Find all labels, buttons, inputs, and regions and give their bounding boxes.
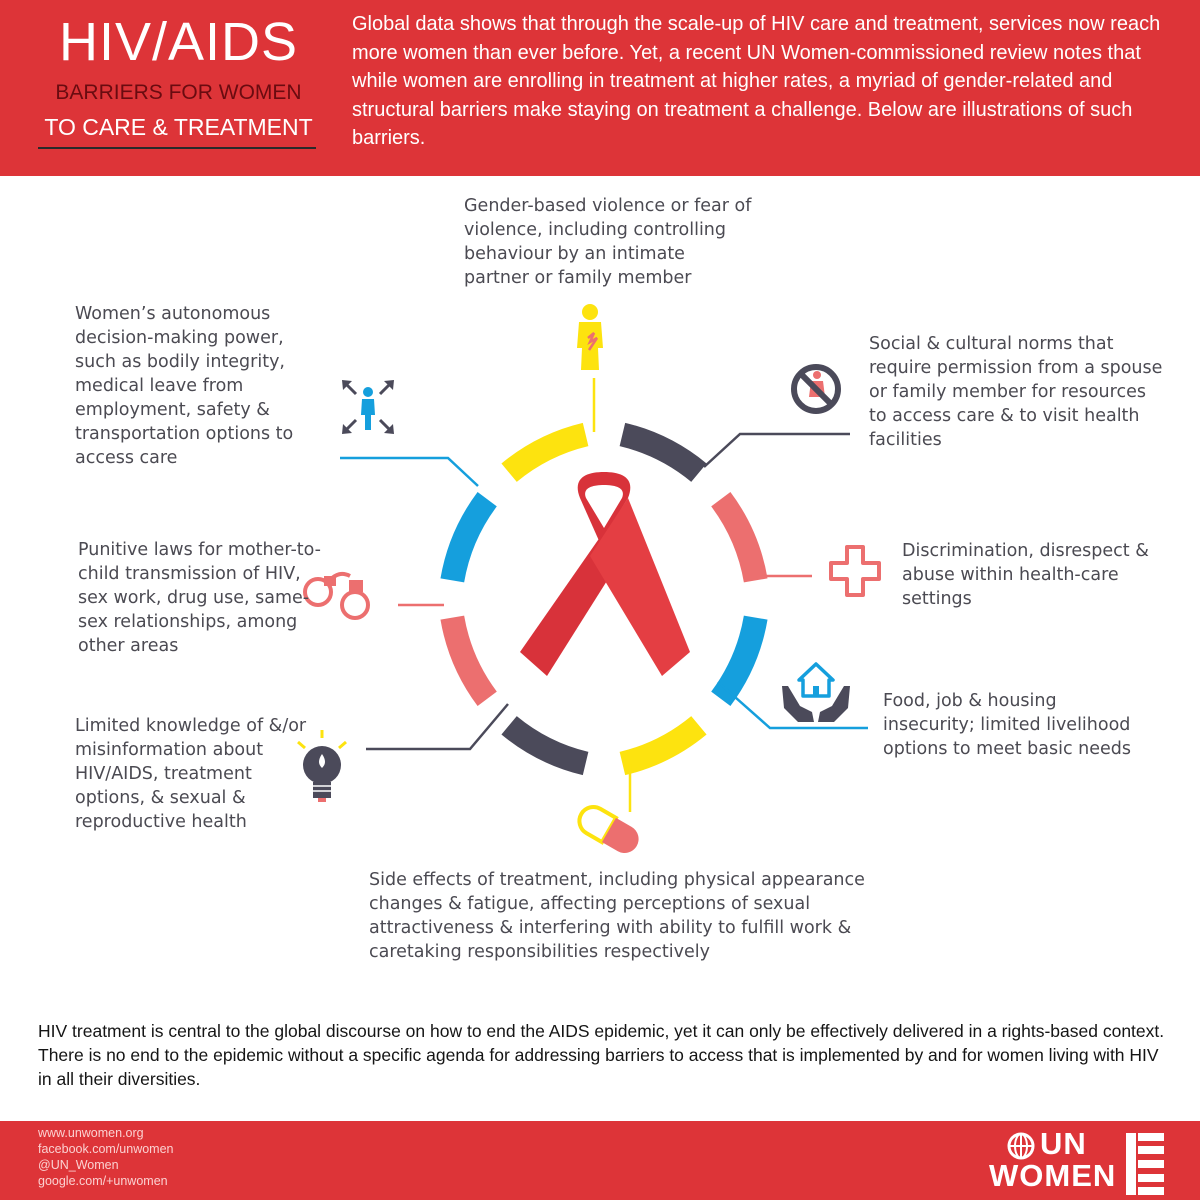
- page-subtitle-2: TO CARE & TREATMENT: [44, 114, 313, 140]
- barrier-autonomy-text: Women’s autonomous decision-making power, such as bodily integrity, medical leave from employment, safety & transportation options to access care: [75, 304, 294, 468]
- intro-text: Global data shows that through the scale-up of HIV care and treatment, services now reach more women than ever before. Yet, a recent UN Women-commissioned review notes that while women are enrolling in treatment at higher rates, a myriad of gender-related and structural barriers make staying on treatment a challenge. Below are illustrations of such barriers.: [352, 13, 1161, 149]
- ring-segment-blue-left: [452, 499, 487, 580]
- barrier-knowledge-text: Limited knowledge of &/or misinformation about HIV/AIDS, treatment options, & sexual & reproductive health: [75, 716, 307, 832]
- footer-link-google[interactable]: google.com/+unwomen: [38, 1174, 168, 1188]
- ring-segment-dark-bottom: [509, 725, 585, 763]
- barrier-discrimination-text: Discrimination, disrespect & abuse within health-care settings: [902, 541, 1149, 609]
- ring-segment-pink-right: [721, 499, 756, 580]
- ring-segment-yellow-top: [509, 435, 585, 473]
- barrier-insecurity-text: Food, job & housing insecurity; limited livelihood options to meet basic needs: [883, 691, 1131, 759]
- closing-text: HIV treatment is central to the global discourse on how to end the AIDS epidemic, yet it can only be effectively delivered in a rights-based context. There is no end to the epidemic without a specific agenda for addressing barriers to access that is implemented by and for women living with HIV in all their diversities.: [38, 1021, 1165, 1089]
- page-title: HIV/AIDS: [58, 12, 299, 72]
- logo-un-text: UN: [1040, 1126, 1087, 1161]
- aids-ribbon-icon: [520, 472, 690, 676]
- woman-bruised-icon: [577, 304, 603, 370]
- ring-segment-yellow-bottom: [622, 725, 699, 763]
- footer-link-facebook[interactable]: facebook.com/unwomen: [38, 1142, 174, 1156]
- page-subtitle-1: BARRIERS FOR WOMEN: [55, 81, 302, 104]
- house-in-hands-icon: [782, 664, 850, 722]
- prohibited-woman-icon: [794, 367, 838, 411]
- connector-norms: [704, 434, 850, 467]
- ring-segment-dark-top: [622, 435, 699, 473]
- person-arrows-icon: [342, 380, 394, 434]
- connector-autonomy: [340, 458, 478, 486]
- ring-segment-pink-left: [452, 618, 487, 699]
- barrier-laws-text: Punitive laws for mother-to-child transmission of HIV, sex work, drug use, same-sex relationships, among other areas: [78, 540, 321, 656]
- connector-lines: [340, 378, 868, 812]
- barrier-violence-text: Gender-based violence or fear of violence, including controlling behaviour by an intimate partner or family member: [464, 196, 752, 288]
- pill-capsule-icon: [574, 802, 643, 858]
- barrier-norms-text: Social & cultural norms that require permission from a spouse or family member for resources to access care & to visit health facilities: [869, 334, 1163, 450]
- footer-link-website[interactable]: www.unwomen.org: [38, 1126, 144, 1140]
- footer-link-twitter[interactable]: @UN_Women: [38, 1158, 119, 1172]
- un-women-mark-icon: [1126, 1133, 1166, 1195]
- barrier-side-effects-text: Side effects of treatment, including physical appearance changes & fatigue, affecting perceptions of sexual attractiveness & interfering with ability to fulfill work & caretaking responsibilities respectively: [369, 870, 865, 962]
- ring-segment-blue-right: [721, 618, 756, 699]
- logo-women-text: WOMEN: [989, 1158, 1117, 1193]
- connector-knowledge: [366, 704, 508, 749]
- medical-cross-icon: [831, 547, 879, 595]
